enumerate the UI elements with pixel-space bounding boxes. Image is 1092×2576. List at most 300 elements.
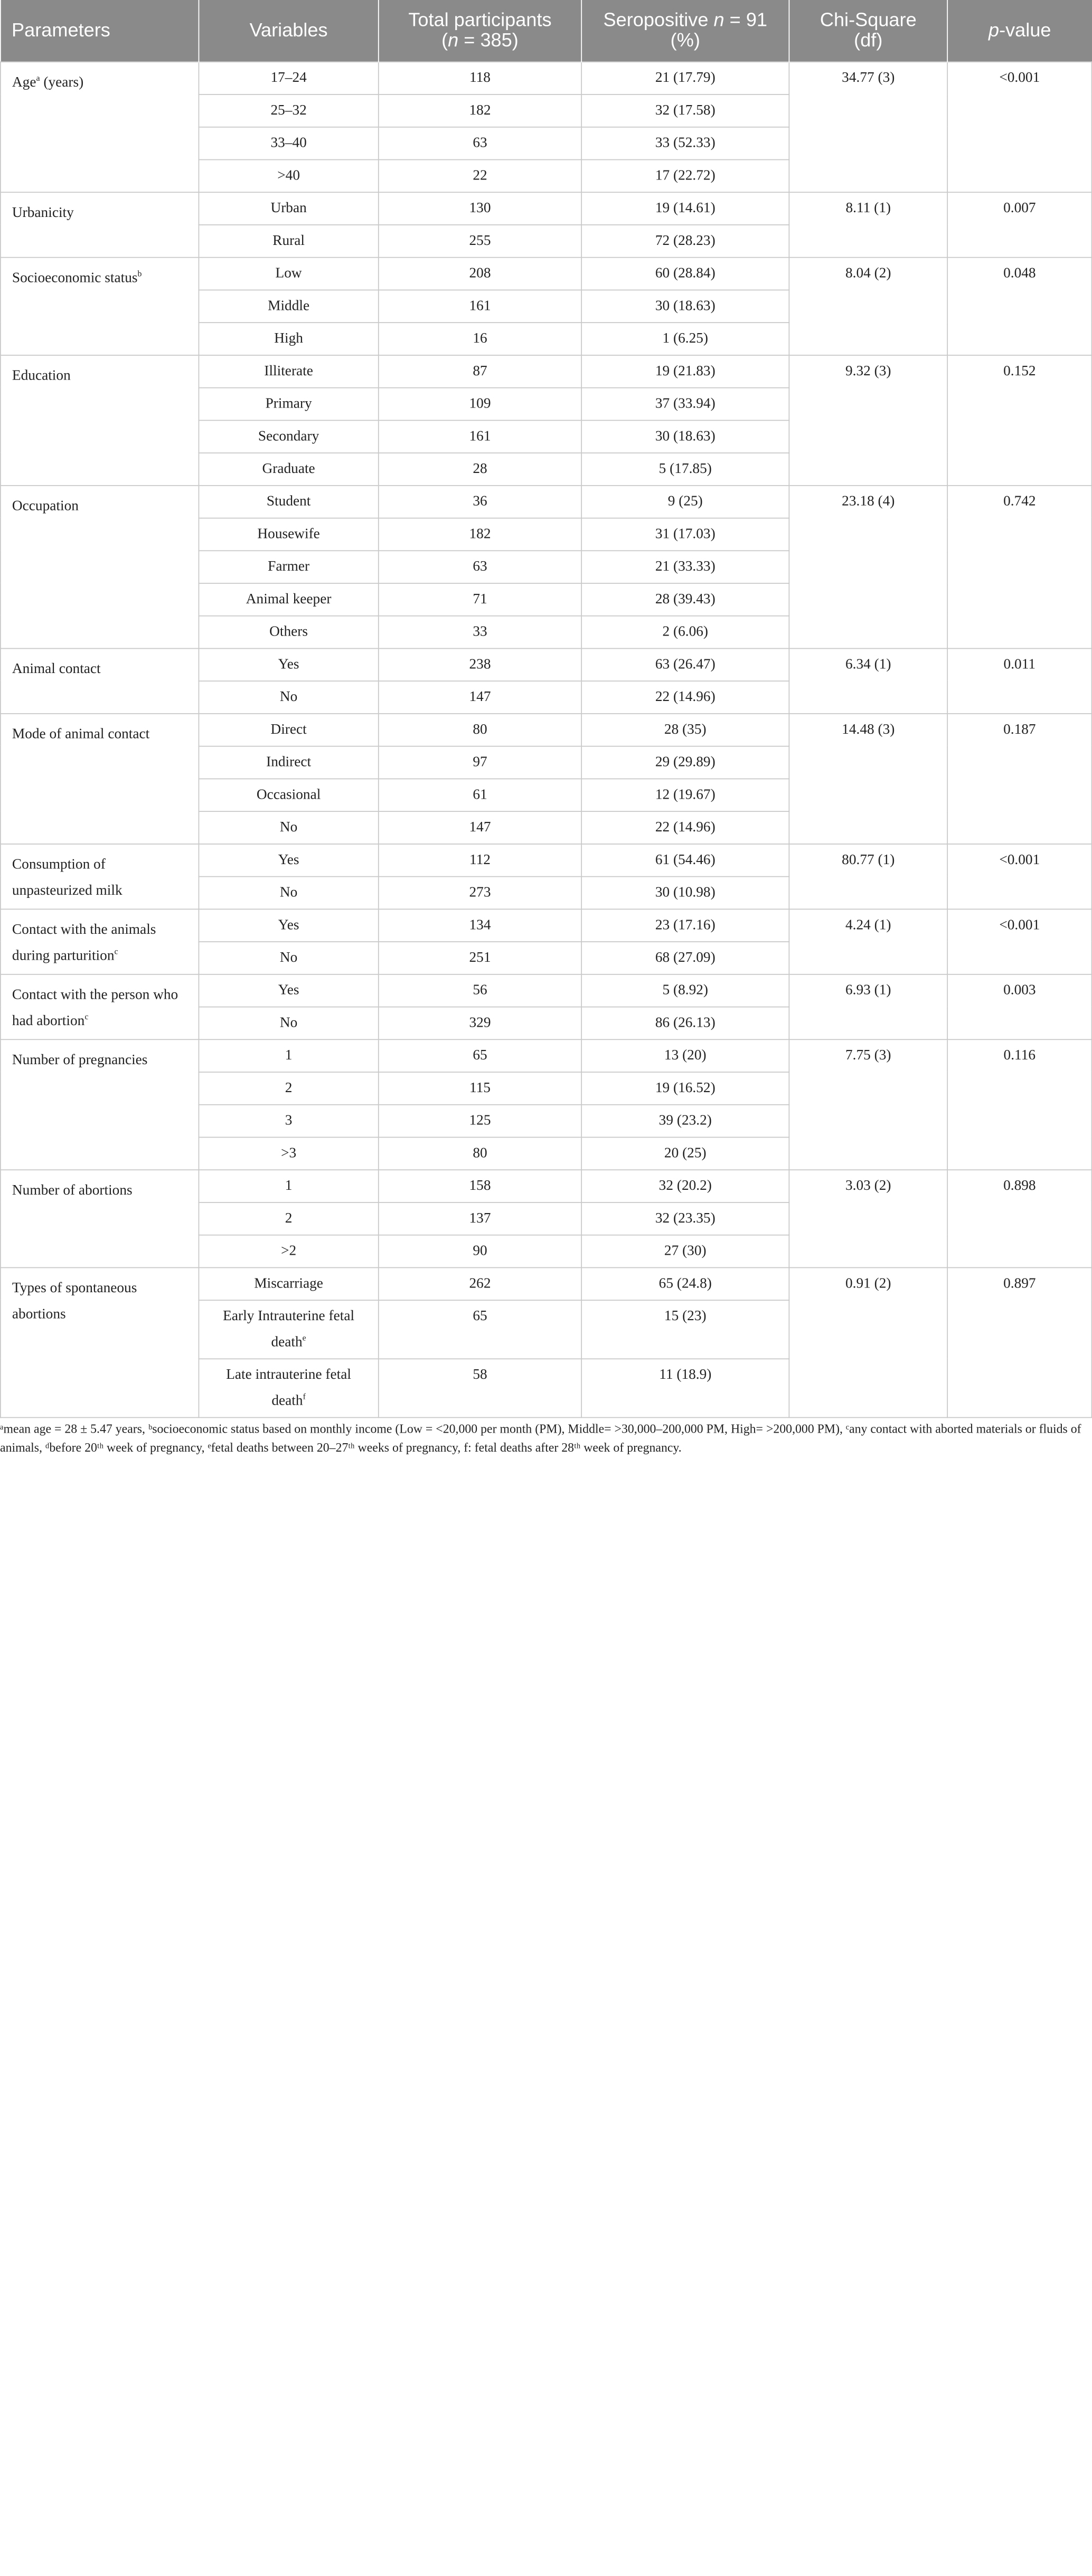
variable-value: Yes xyxy=(278,916,299,933)
header-sero-n: n xyxy=(713,9,724,31)
total-value: 208 xyxy=(469,264,491,281)
variable-cell xyxy=(199,1137,378,1170)
seropositive-cell xyxy=(581,290,789,323)
table-row xyxy=(1,61,1092,94)
seropositive-cell xyxy=(581,1007,789,1039)
total-cell xyxy=(379,61,581,94)
total-cell xyxy=(379,518,581,551)
variable-cell xyxy=(199,1169,378,1202)
variable-cell xyxy=(199,1300,378,1358)
header-parameters: Parameters xyxy=(1,0,199,61)
variable-cell xyxy=(199,420,378,452)
total-value: 137 xyxy=(469,1210,491,1226)
total-value: 56 xyxy=(473,981,487,998)
seropositive-value: 13 (20) xyxy=(664,1047,707,1063)
variable-cell xyxy=(199,1072,378,1104)
total-value: 33 xyxy=(473,623,487,639)
total-value: 87 xyxy=(473,363,487,378)
parameter-cell xyxy=(1,974,199,1039)
header-total-n: n xyxy=(448,30,459,51)
total-cell xyxy=(379,452,581,485)
seropositive-value: 39 (23.2) xyxy=(658,1112,712,1128)
total-cell xyxy=(379,811,581,844)
total-value: 97 xyxy=(473,753,487,770)
seropositive-cell xyxy=(581,648,789,681)
seropositive-cell xyxy=(581,159,789,192)
total-cell xyxy=(379,387,581,420)
parameter-label: Consumption of unpasteurized milk xyxy=(12,856,123,898)
total-value: 28 xyxy=(473,460,487,477)
variable-cell xyxy=(199,387,378,420)
variable-cell xyxy=(199,290,378,323)
variable-cell xyxy=(199,94,378,127)
seropositive-value: 68 (27.09) xyxy=(655,949,716,965)
variable-value: >3 xyxy=(281,1144,297,1161)
p-value-cell: <0.001 xyxy=(947,844,1091,908)
total-value: 22 xyxy=(473,167,487,183)
parameter-cell xyxy=(1,1169,199,1267)
seropositive-cell xyxy=(581,1072,789,1104)
parameter-footnote-mark: c xyxy=(114,946,118,956)
total-value: 115 xyxy=(469,1079,491,1096)
variable-value: Early Intrauterine fetal death xyxy=(223,1308,355,1350)
parameter-cell xyxy=(1,908,199,973)
variable-value: Farmer xyxy=(268,558,310,574)
seropositive-cell xyxy=(581,713,789,746)
variable-value: 2 xyxy=(285,1079,293,1096)
table-row xyxy=(1,192,1092,224)
parameter-label: Socioeconomic status xyxy=(12,269,138,286)
total-cell xyxy=(379,974,581,1007)
seropositive-value: 5 (8.92) xyxy=(662,981,709,998)
seropositive-value: 15 (23) xyxy=(664,1308,707,1324)
parameter-label: Urbanicity xyxy=(12,204,74,221)
seropositive-value: 65 (24.8) xyxy=(658,1275,712,1291)
total-value: 251 xyxy=(469,949,491,965)
table-row xyxy=(1,1267,1092,1300)
parameter-label: Number of pregnancies xyxy=(12,1052,148,1068)
variable-cell xyxy=(199,550,378,583)
seropositive-value: 30 (10.98) xyxy=(655,884,716,900)
variable-value: Indirect xyxy=(266,753,312,770)
parameter-label: Contact with the person who had abortion xyxy=(12,986,178,1029)
total-cell xyxy=(379,257,581,290)
variable-cell xyxy=(199,159,378,192)
variable-cell xyxy=(199,615,378,648)
variable-cell xyxy=(199,322,378,355)
seropositive-cell xyxy=(581,1358,789,1417)
total-value: 80 xyxy=(473,1144,487,1161)
variable-value: Graduate xyxy=(262,460,315,477)
variable-cell xyxy=(199,876,378,909)
seropositive-value: 31 (17.03) xyxy=(655,525,716,542)
p-value-cell: 0.742 xyxy=(947,485,1091,648)
seropositive-cell xyxy=(581,94,789,127)
variable-cell xyxy=(199,1235,378,1267)
total-value: 125 xyxy=(469,1112,491,1128)
seropositive-cell xyxy=(581,485,789,518)
header-total-line2-post: = 385) xyxy=(458,30,519,51)
variable-value: Student xyxy=(266,493,311,509)
parameter-cell xyxy=(1,1267,199,1417)
variable-value: Primary xyxy=(265,395,312,411)
variable-value: 25–32 xyxy=(270,102,307,118)
total-value: 109 xyxy=(469,395,491,411)
seropositive-cell xyxy=(581,1202,789,1235)
variable-value: 17–24 xyxy=(270,69,307,86)
total-cell xyxy=(379,1358,581,1417)
parameter-label: Number of abortions xyxy=(12,1182,133,1198)
variable-cell xyxy=(199,224,378,257)
variable-value: Direct xyxy=(270,721,307,737)
variable-cell xyxy=(199,61,378,94)
seropositive-cell xyxy=(581,1169,789,1202)
seropositive-cell xyxy=(581,420,789,452)
variable-cell xyxy=(199,680,378,713)
variable-footnote-mark: f xyxy=(303,1391,306,1401)
parameter-cell xyxy=(1,61,199,192)
variable-cell xyxy=(199,941,378,974)
seropositive-cell xyxy=(581,1267,789,1300)
seropositive-cell xyxy=(581,224,789,257)
total-value: 63 xyxy=(473,134,487,150)
total-cell xyxy=(379,1169,581,1202)
total-cell xyxy=(379,355,581,387)
total-cell xyxy=(379,159,581,192)
total-value: 130 xyxy=(469,200,491,216)
seropositive-cell xyxy=(581,908,789,941)
table-footnote: ᵃmean age = 28 ± 5.47 years, ᵇsocioeconomic status based on monthly income (Low = <20,000 per month (PM), Middle= >30,000–200,000 PM, High= >200,000 PM), ᶜany contact with aborted materials or fluids of animals, ᵈbefore 20ᵗʰ week of pregnancy, ᵉfetal deaths between 20–27ᵗʰ weeks of pregnancy, f: fetal deaths after 28ᵗʰ week of pregnancy. xyxy=(0,1422,1081,1455)
total-cell xyxy=(379,550,581,583)
p-value-cell: 0.116 xyxy=(947,1039,1091,1169)
seropositive-value: 20 (25) xyxy=(664,1144,707,1161)
total-value: 65 xyxy=(473,1047,487,1063)
total-cell xyxy=(379,192,581,224)
total-cell xyxy=(379,615,581,648)
variable-value: 3 xyxy=(285,1112,293,1128)
chi-square-cell: 6.93 (1) xyxy=(789,974,947,1039)
total-value: 161 xyxy=(469,428,491,444)
variable-cell xyxy=(199,1202,378,1235)
chi-square-cell: 8.04 (2) xyxy=(789,257,947,355)
table-row xyxy=(1,1039,1092,1072)
total-value: 238 xyxy=(469,656,491,672)
seropositive-value: 32 (17.58) xyxy=(655,102,716,118)
parameter-cell xyxy=(1,844,199,908)
seropositive-cell xyxy=(581,61,789,94)
table-row xyxy=(1,485,1092,518)
chi-square-cell: 0.91 (2) xyxy=(789,1267,947,1417)
seropositive-value: 29 (29.89) xyxy=(655,753,716,770)
total-cell xyxy=(379,1267,581,1300)
chi-square-cell: 14.48 (3) xyxy=(789,713,947,844)
variable-cell xyxy=(199,257,378,290)
variable-value: Low xyxy=(275,264,302,281)
header-row xyxy=(1,0,1092,61)
variable-value: Miscarriage xyxy=(254,1275,323,1291)
seropositive-value: 30 (18.63) xyxy=(655,428,716,444)
variable-cell xyxy=(199,746,378,779)
chi-square-cell: 23.18 (4) xyxy=(789,485,947,648)
seropositive-cell xyxy=(581,127,789,159)
p-value-cell: 0.048 xyxy=(947,257,1091,355)
seropositive-cell xyxy=(581,583,789,615)
variable-cell xyxy=(199,127,378,159)
variable-cell xyxy=(199,1267,378,1300)
parameter-label: Occupation xyxy=(12,497,79,514)
total-cell xyxy=(379,1104,581,1137)
seropositive-cell xyxy=(581,550,789,583)
chi-square-cell: 3.03 (2) xyxy=(789,1169,947,1267)
seropositive-value: 61 (54.46) xyxy=(655,851,716,867)
variable-value: Yes xyxy=(278,656,299,672)
variable-value: No xyxy=(279,884,298,900)
seropositive-value: 19 (14.61) xyxy=(655,200,716,216)
total-cell xyxy=(379,94,581,127)
parameter-label: Age xyxy=(12,74,36,90)
table-row xyxy=(1,355,1092,387)
seropositive-cell xyxy=(581,876,789,909)
seropositive-value: 12 (19.67) xyxy=(655,786,716,802)
p-value-cell: 0.007 xyxy=(947,192,1091,257)
total-cell xyxy=(379,746,581,779)
header-sero-line2: (%) xyxy=(670,30,700,51)
table-row xyxy=(1,257,1092,290)
total-cell xyxy=(379,844,581,876)
seropositive-cell xyxy=(581,257,789,290)
total-cell xyxy=(379,1072,581,1104)
parameter-suffix: (years) xyxy=(40,74,84,90)
seropositive-value: 63 (26.47) xyxy=(655,656,716,672)
variable-cell xyxy=(199,452,378,485)
header-p-italic: p xyxy=(988,19,1000,41)
seropositive-cell xyxy=(581,615,789,648)
seropositive-value: 9 (25) xyxy=(667,493,703,509)
variable-cell xyxy=(199,1358,378,1417)
total-value: 273 xyxy=(469,884,491,900)
total-value: 58 xyxy=(473,1366,487,1382)
variable-cell xyxy=(199,1007,378,1039)
total-value: 147 xyxy=(469,819,491,835)
seropositive-cell xyxy=(581,1104,789,1137)
total-cell xyxy=(379,1007,581,1039)
variable-value: Yes xyxy=(278,981,299,998)
p-value-cell: 0.898 xyxy=(947,1169,1091,1267)
chi-square-cell: 4.24 (1) xyxy=(789,908,947,973)
variable-cell xyxy=(199,1039,378,1072)
variable-value: High xyxy=(274,330,303,346)
seropositive-cell xyxy=(581,974,789,1007)
chi-square-cell: 9.32 (3) xyxy=(789,355,947,485)
p-value-cell: 0.152 xyxy=(947,355,1091,485)
table-row xyxy=(1,713,1092,746)
variable-value: >40 xyxy=(277,167,300,183)
p-value-cell: <0.001 xyxy=(947,908,1091,973)
total-value: 61 xyxy=(473,786,487,802)
parameter-cell xyxy=(1,355,199,485)
seropositive-value: 60 (28.84) xyxy=(655,264,716,281)
variable-value: Late intrauterine fetal death xyxy=(226,1366,351,1408)
table-body xyxy=(1,61,1092,1417)
variable-value: Yes xyxy=(278,851,299,867)
total-cell xyxy=(379,713,581,746)
variable-value: 1 xyxy=(285,1177,293,1194)
seropositive-cell xyxy=(581,844,789,876)
total-cell xyxy=(379,322,581,355)
seropositive-value: 30 (18.63) xyxy=(655,297,716,314)
variable-value: 33–40 xyxy=(270,134,307,150)
chi-square-cell: 80.77 (1) xyxy=(789,844,947,908)
parameter-footnote-mark: a xyxy=(36,73,40,82)
seropositive-value: 23 (17.16) xyxy=(655,916,716,933)
variable-cell xyxy=(199,1104,378,1137)
total-value: 262 xyxy=(469,1275,491,1291)
seropositive-cell xyxy=(581,680,789,713)
seropositive-cell xyxy=(581,1137,789,1170)
seropositive-cell xyxy=(581,387,789,420)
total-cell xyxy=(379,1202,581,1235)
header-sero-pre: Seropositive xyxy=(603,9,714,31)
total-cell xyxy=(379,224,581,257)
variable-value: No xyxy=(279,949,298,965)
total-value: 16 xyxy=(473,330,487,346)
p-value-cell: 0.897 xyxy=(947,1267,1091,1417)
total-cell xyxy=(379,1235,581,1267)
total-value: 158 xyxy=(469,1177,491,1194)
header-chi-line2: (df) xyxy=(854,30,883,51)
total-cell xyxy=(379,1137,581,1170)
total-value: 63 xyxy=(473,558,487,574)
variable-value: No xyxy=(279,819,298,835)
seropositive-cell xyxy=(581,811,789,844)
total-cell xyxy=(379,908,581,941)
total-cell xyxy=(379,779,581,811)
total-cell xyxy=(379,648,581,681)
total-value: 134 xyxy=(469,916,491,933)
variable-value: Housewife xyxy=(257,525,320,542)
total-value: 71 xyxy=(473,591,487,607)
variable-value: Middle xyxy=(268,297,310,314)
parameter-footnote-mark: b xyxy=(137,268,142,278)
p-value-cell: 0.011 xyxy=(947,648,1091,713)
header-sero-post: = 91 xyxy=(724,9,768,31)
variable-value: Rural xyxy=(272,232,305,249)
parameter-label: Animal contact xyxy=(12,660,101,677)
header-variables: Variables xyxy=(199,0,378,61)
header-chi-square xyxy=(789,0,947,61)
variable-value: No xyxy=(279,688,298,705)
chi-square-cell: 6.34 (1) xyxy=(789,648,947,713)
parameter-cell xyxy=(1,1039,199,1169)
total-value: 80 xyxy=(473,721,487,737)
chi-square-cell: 34.77 (3) xyxy=(789,61,947,192)
seropositive-cell xyxy=(581,779,789,811)
parameter-cell xyxy=(1,192,199,257)
total-cell xyxy=(379,680,581,713)
seropositive-cell xyxy=(581,1235,789,1267)
total-value: 36 xyxy=(473,493,487,509)
variable-cell xyxy=(199,908,378,941)
seropositive-cell xyxy=(581,746,789,779)
seropositive-value: 22 (14.96) xyxy=(655,688,716,705)
total-value: 182 xyxy=(469,525,491,542)
header-total-line1: Total participants xyxy=(408,9,552,31)
seropositive-value: 19 (21.83) xyxy=(655,363,716,378)
total-value: 65 xyxy=(473,1308,487,1324)
parameter-cell xyxy=(1,713,199,844)
total-cell xyxy=(379,583,581,615)
seropositive-value: 11 (18.9) xyxy=(659,1366,712,1382)
total-value: 255 xyxy=(469,232,491,249)
chi-square-cell: 7.75 (3) xyxy=(789,1039,947,1169)
seropositive-cell xyxy=(581,355,789,387)
variable-cell xyxy=(199,713,378,746)
seropositive-cell xyxy=(581,192,789,224)
total-cell xyxy=(379,485,581,518)
parameter-cell xyxy=(1,485,199,648)
total-value: 329 xyxy=(469,1014,491,1030)
seropositive-cell xyxy=(581,1300,789,1358)
p-value-cell: <0.001 xyxy=(947,61,1091,192)
variable-value: No xyxy=(279,1014,298,1030)
seropositive-value: 32 (23.35) xyxy=(655,1210,716,1226)
header-chi-line1: Chi-Square xyxy=(820,9,917,31)
variable-value: 1 xyxy=(285,1047,293,1063)
parameter-footnote-mark: c xyxy=(84,1011,89,1021)
seropositive-cell xyxy=(581,1039,789,1072)
table-row xyxy=(1,844,1092,876)
header-total-participants xyxy=(379,0,581,61)
seropositive-value: 86 (26.13) xyxy=(655,1014,716,1030)
total-value: 161 xyxy=(469,297,491,314)
parameter-label: Mode of animal contact xyxy=(12,725,150,742)
variable-cell xyxy=(199,192,378,224)
variable-value: >2 xyxy=(281,1242,297,1258)
parameter-label: Types of spontaneous abortions xyxy=(12,1280,137,1322)
total-cell xyxy=(379,941,581,974)
total-cell xyxy=(379,1039,581,1072)
seropositive-value: 19 (16.52) xyxy=(655,1079,716,1096)
total-cell xyxy=(379,290,581,323)
total-value: 118 xyxy=(469,69,491,86)
variable-cell xyxy=(199,844,378,876)
seropositive-value: 21 (17.79) xyxy=(655,69,716,86)
variable-cell xyxy=(199,583,378,615)
seropositive-value: 28 (39.43) xyxy=(655,591,716,607)
total-value: 90 xyxy=(473,1242,487,1258)
seropositive-cell xyxy=(581,452,789,485)
variable-cell xyxy=(199,974,378,1007)
seropositive-value: 28 (35) xyxy=(664,721,707,737)
total-cell xyxy=(379,876,581,909)
total-cell xyxy=(379,127,581,159)
total-cell xyxy=(379,420,581,452)
variable-value: Animal keeper xyxy=(246,591,332,607)
variable-footnote-mark: e xyxy=(302,1332,306,1342)
variable-cell xyxy=(199,648,378,681)
table-row xyxy=(1,908,1092,941)
seropositive-cell xyxy=(581,518,789,551)
variable-cell xyxy=(199,518,378,551)
seropositive-value: 1 (6.25) xyxy=(662,330,709,346)
variable-value: Others xyxy=(269,623,308,639)
seropositive-value: 33 (52.33) xyxy=(655,134,716,150)
table-row xyxy=(1,648,1092,681)
total-cell xyxy=(379,1300,581,1358)
seropositive-value: 22 (14.96) xyxy=(655,819,716,835)
p-value-cell: 0.003 xyxy=(947,974,1091,1039)
seropositive-value: 17 (22.72) xyxy=(655,167,716,183)
